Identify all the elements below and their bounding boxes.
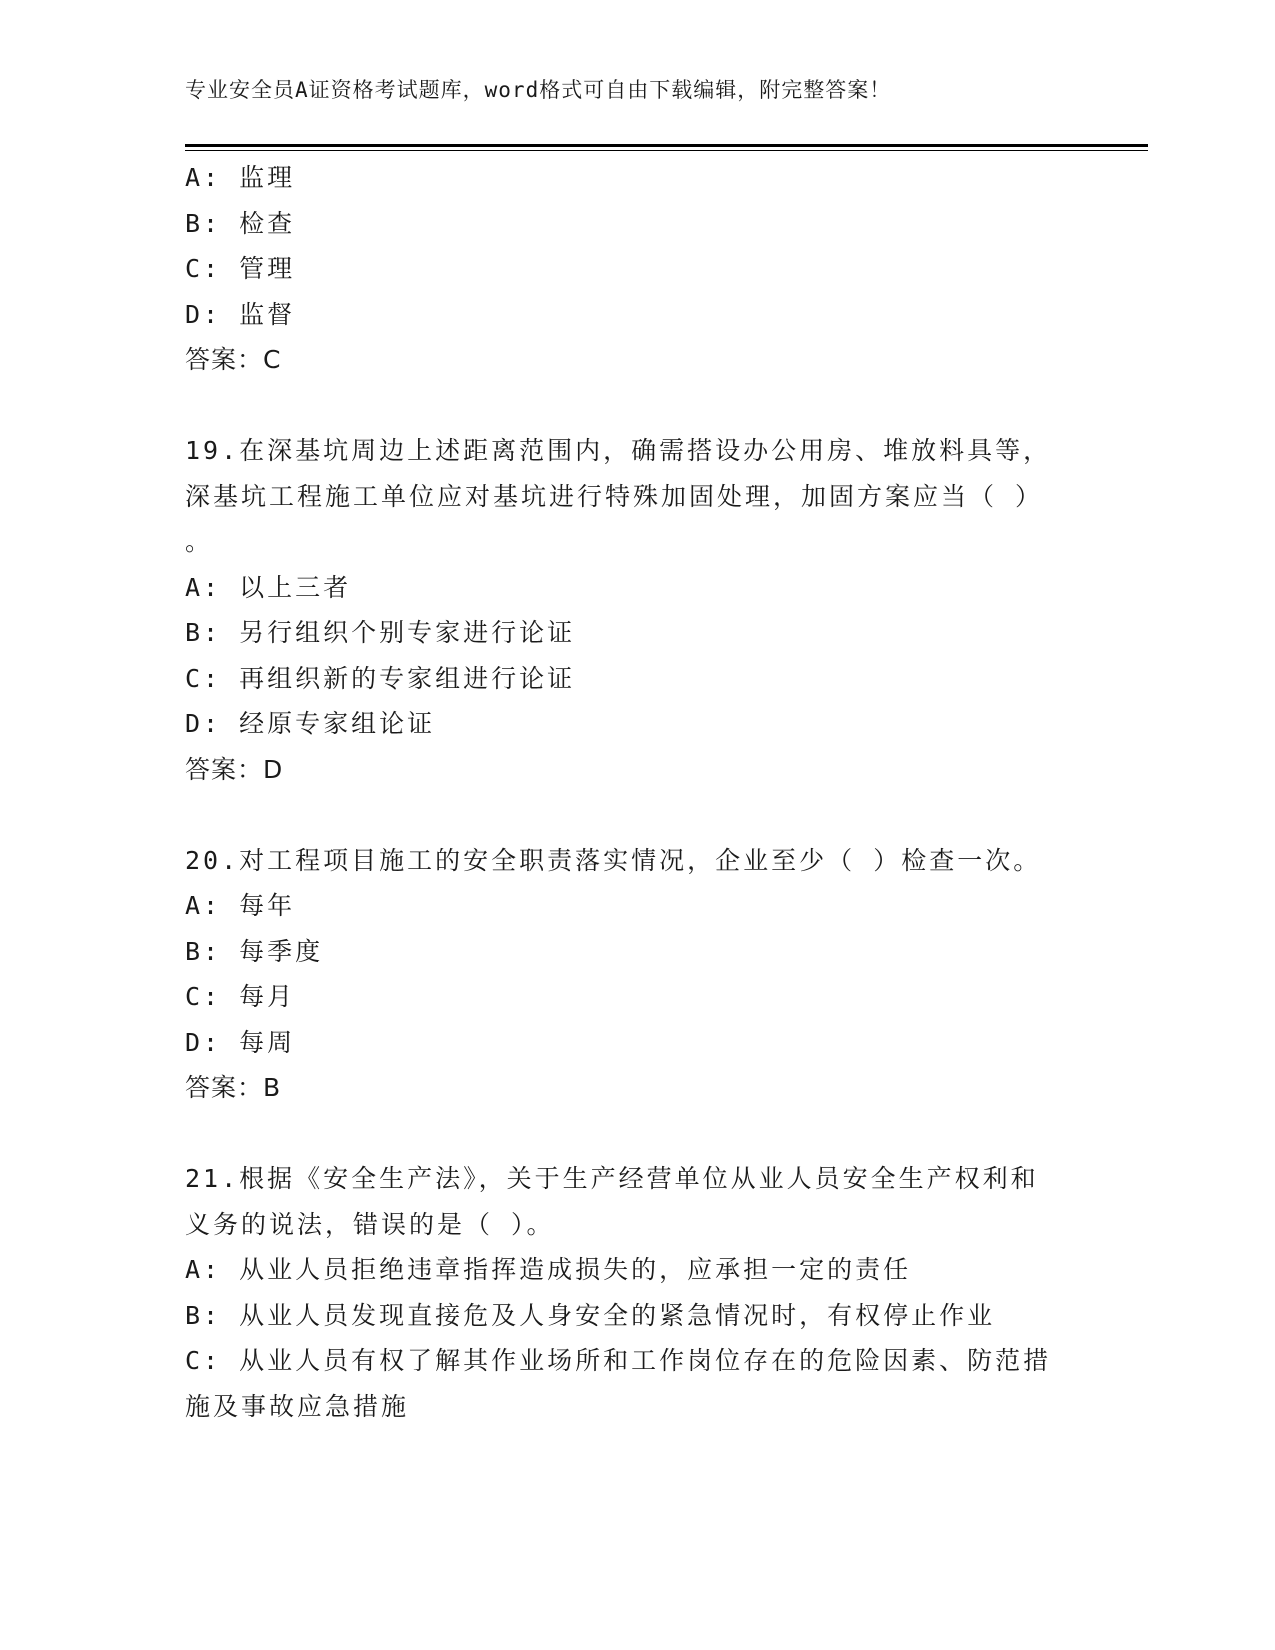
option-c: C: 再组织新的专家组进行论证 [185, 663, 576, 693]
question-text: 深基坑工程施工单位应对基坑进行特殊加固处理，加固方案应当（ ） [185, 481, 1044, 511]
option-a: A: 以上三者 [185, 572, 352, 602]
question-text: 。 [185, 527, 214, 556]
page-header: 专业安全员A证资格考试题库，word格式可自由下载编辑，附完整答案！ [185, 78, 892, 102]
question-block-19 [185, 428, 1085, 792]
question-text: 19.在深基坑周边上述距离范围内，确需搭设办公用房、堆放料具等， [185, 436, 1052, 465]
option-d: D: 监督 [185, 299, 296, 329]
question-block-21 [185, 1156, 1085, 1429]
option-c: C: 每月 [185, 982, 296, 1011]
option-c: C: 管理 [185, 254, 296, 283]
option-b: B: 另行组织个别专家进行论证 [185, 618, 576, 647]
question-block-20 [185, 838, 1085, 1111]
header-rule-thin [185, 150, 1148, 151]
question-text: 义务的说法，错误的是（ ）。 [185, 1209, 555, 1239]
question-block-18 [185, 155, 1085, 383]
option-b: B: 检查 [185, 208, 296, 238]
option-d: D: 每周 [185, 1027, 296, 1057]
spacer [185, 792, 1085, 838]
spacer [185, 1111, 1085, 1157]
document-body [185, 155, 1085, 1429]
option-a: A: 从业人员拒绝违章指挥造成损失的，应承担一定的责任 [185, 1255, 912, 1284]
question-text: 20.对工程项目施工的安全职责落实情况，企业至少（ ）检查一次。 [185, 845, 1042, 875]
spacer [185, 383, 1085, 429]
option-b: B: 每季度 [185, 936, 324, 966]
option-c: C: 从业人员有权了解其作业场所和工作岗位存在的危险因素、防范措 [185, 1346, 1052, 1375]
option-a: A: 监理 [185, 163, 296, 192]
question-text: 21.根据《安全生产法》，关于生产经营单位从业人员安全生产权利和 [185, 1164, 1039, 1193]
header-rule-thick [185, 144, 1148, 147]
answer: 答案：D [185, 754, 284, 784]
option-a: A: 每年 [185, 891, 296, 920]
answer: 答案：B [185, 1073, 282, 1102]
option-d: D: 经原专家组论证 [185, 709, 436, 738]
option-b: B: 从业人员发现直接危及人身安全的紧急情况时，有权停止作业 [185, 1300, 996, 1330]
answer: 答案：C [185, 345, 282, 374]
option-c-continued: 施及事故应急措施 [185, 1391, 410, 1421]
